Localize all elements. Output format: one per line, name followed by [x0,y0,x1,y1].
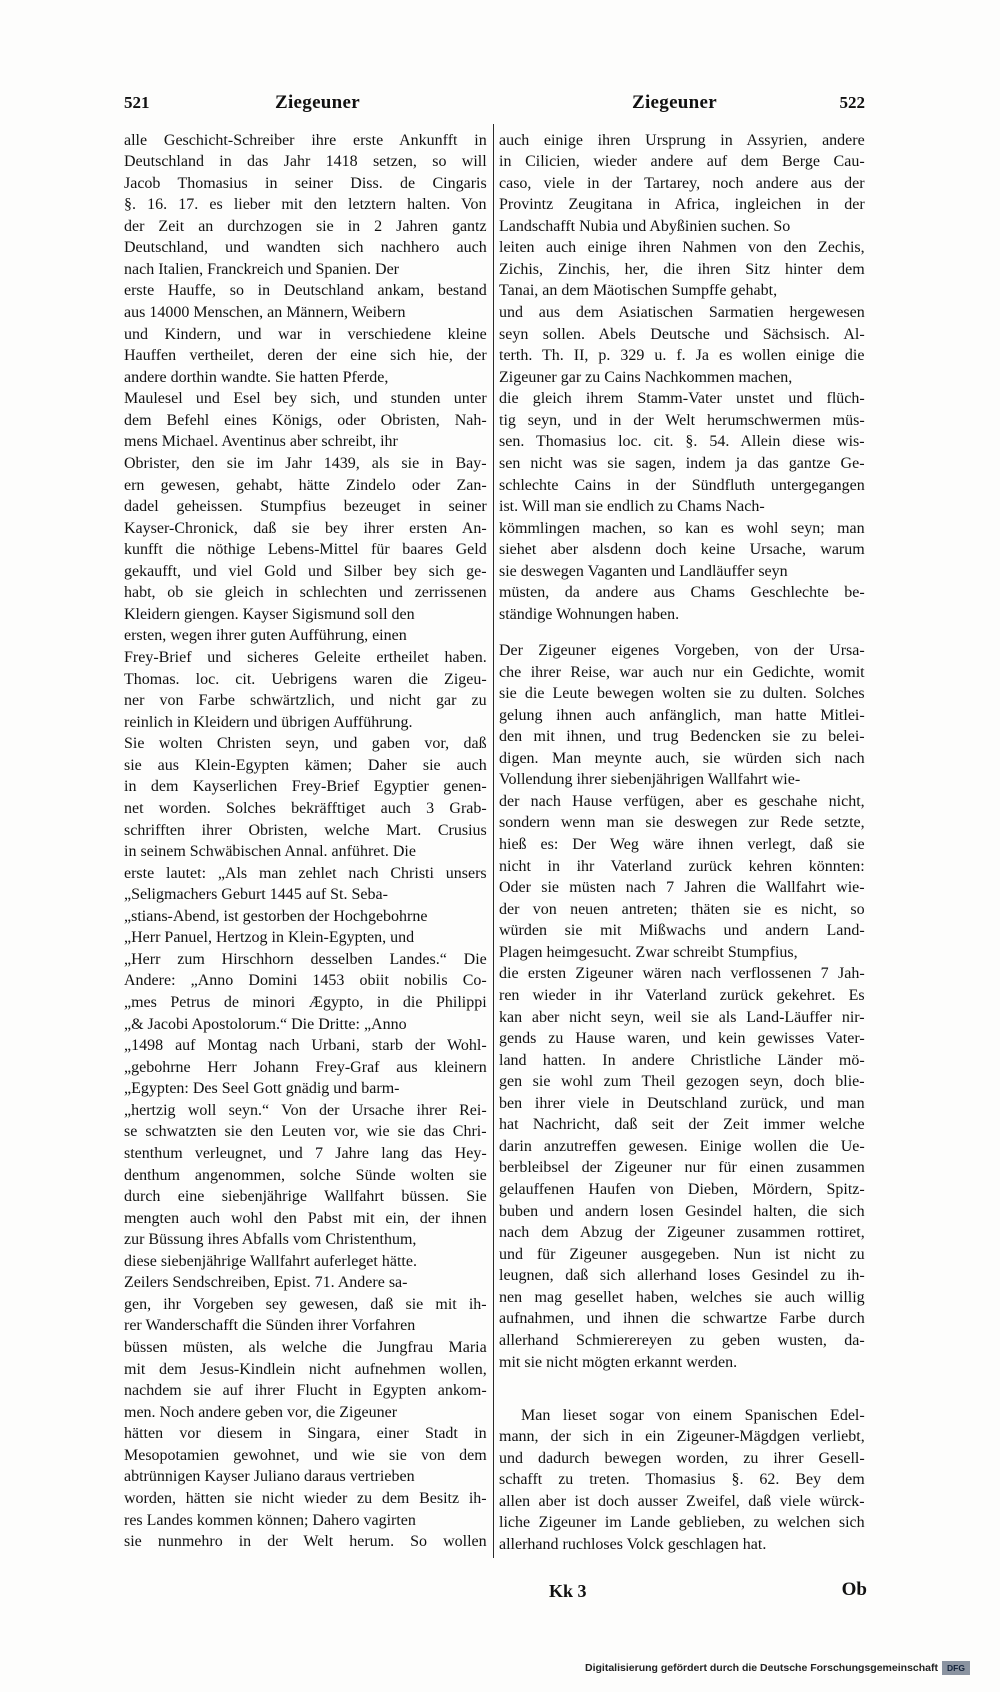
text-line-content: ständige Wohnungen haben. [499,605,680,623]
text-line [499,1201,865,1223]
text-line-content: Zichis, Zinchis, her, die ihren Sitz hinter dem [499,260,865,278]
text-line [124,453,487,475]
text-line [124,561,487,583]
text-line-content: der von neuen antreten; thäten sie es nicht, so [499,900,865,918]
text-line [499,1114,865,1136]
text-line-content: ern gewesen, gehabt, hätte Zindelo oder Zan- [124,476,487,494]
text-line-content: Andere: „Anno Domini 1453 obiit nobilis Co- [124,972,487,990]
text-line [124,712,487,734]
text-line [499,1330,865,1352]
text-line-content: hieß es: Der Weg wäre ihnen verlegt, daß sie [499,836,865,853]
text-line-content: kömmlingen machen, so kan es wohl seyn; man [499,519,865,537]
text-line [124,1078,487,1100]
text-line-content: nach Italien, Franckreich und Spanien. Der [124,260,400,278]
text-line-content: Man lieset sogar von einem Spanischen Edel- [521,1406,865,1424]
text-line [124,1100,487,1122]
text-line [124,1380,487,1402]
text-line-content: darin anzutreffen gewesen. Einige wollen die Ue- [499,1137,865,1155]
text-line-content: ner von Farbe schwärtzlich, und nicht gar zu [124,692,487,710]
text-line [499,582,865,604]
text-line [499,388,865,410]
text-line-content: andere dorthin wandte. Sie hatten Pferde, [124,368,389,386]
text-line [124,1251,487,1273]
text-line-content: büssen müsten, als welche die Jungfrau Maria [124,1339,487,1356]
text-line [124,841,487,863]
text-line-content: in dem Kayserlichen Frey-Brief Egyptier genen- [124,778,487,796]
text-line-content: „hertzig woll seyn.“ Von der Ursache ihrer Rei- [124,1101,487,1119]
text-line [124,970,487,992]
text-line [499,834,865,856]
text-line-content: „stians-Abend, ist gestorben der Hochgebohrne [124,907,428,925]
text-line-content: buben und andern losen Gesindel halten, die sich [499,1202,865,1220]
text-line-content: seyn sollen. Abels Deutsche und Sächsisch. Al- [499,325,865,343]
text-line-content: dadel geheissen. Stumpfius bezeuget in seiner [124,498,487,516]
text-line [124,690,487,712]
text-line [124,280,487,302]
text-line [499,561,865,583]
text-line [499,431,865,453]
text-line [124,863,487,885]
text-line [499,791,865,813]
text-line-content: mens Michael. Aventinus aber schreibt, ihr [124,433,398,451]
text-line-content: diese siebenjährige Wallfahrt auferleget hätte. [124,1252,417,1270]
text-line-content: nach dem Abzug der Zigeuner zusammen rottiret, [499,1224,865,1242]
text-line-content: denthum angenommen, solche Sünde wolten sie [124,1166,487,1184]
text-line [124,518,487,540]
text-line [499,1287,865,1309]
text-line-content: allen aber ist doch ausser Zweifel, daß viele würck- [499,1492,865,1510]
text-line [499,130,865,152]
text-line-content: ersten, wegen ihrer guten Aufführung, einen [124,627,407,645]
text-line-content: gekaufft, und viel Gold und Silber bey sich ge- [124,562,487,580]
text-line [499,705,865,727]
text-line [124,1014,487,1036]
text-line-content: Sie wolten Christen seyn, und gaben vor, daß [124,735,487,753]
text-line-content: „mes Petrus de minori Ægypto, in die Philippi [124,994,487,1011]
text-line-content: durch eine siebenjährige Wallfahrt büssen. Sie [124,1188,487,1206]
text-line [499,899,865,921]
text-line [499,259,865,281]
text-line [499,1534,865,1556]
text-line [124,1315,487,1337]
text-line [124,539,487,561]
text-line-content: hätten vor diesem in Singara, einer Stadt in [124,1425,487,1443]
text-line-content: Thomas. loc. cit. Uebrigens waren die Zigeu- [124,670,487,688]
text-line-content: schlechte Cains in der Sündfluth untergegangen [499,476,865,494]
text-line [499,1448,865,1470]
text-line-content: schrifften ihrer Obristen, welche Mart. Crusius [124,821,487,839]
text-line [124,431,487,453]
text-line-content: worden, hätten sie nicht wieder zu dem Besitz ih- [124,1489,487,1507]
text-line [124,1402,487,1424]
text-line-content: Provintz Zeugitana in Africa, ingleichen in der [499,196,865,214]
text-line [124,1531,487,1553]
text-line [124,496,487,518]
text-line [499,324,865,346]
text-line-content: Vollendung ihrer siebenjährigen Wallfahrt wie- [499,771,801,789]
text-line-content: gelauffenen Haufen von Dieben, Mördern, Spitz- [499,1181,865,1198]
text-line [499,475,865,497]
text-line [124,647,487,669]
text-line [499,1136,865,1158]
text-line [499,410,865,432]
text-line [124,1229,487,1251]
text-line-content: aus 14000 Menschen, an Männern, Weibern [124,304,406,321]
text-line [499,963,865,985]
text-line-content: §. 16. 17. es lieber mit den letztern halten. Von [124,196,487,214]
text-line [499,518,865,540]
text-line [499,539,865,561]
text-line [124,302,487,324]
text-line [124,173,487,195]
text-line-content: sie die Leute bewegen wolten sie zu dulten. Solches [499,685,865,703]
page-number-left: 521 [124,93,150,112]
text-line [499,216,865,238]
text-line-content: allerhand ruchloses Volck geschlagen hat. [499,1536,767,1554]
text-line-content: kan aber nicht seyn, weil sie als Land-Läuffer nir- [499,1008,865,1026]
text-line [124,151,487,173]
text-line [124,216,487,238]
text-line [499,1244,865,1266]
text-line-content: mit dem Jesus-Kindlein nicht aufnehmen wollen, [124,1360,487,1378]
text-line [499,683,865,705]
text-line-content: ben ihrer viele in Deutschland zurück, und man [499,1094,865,1112]
column-divider [493,124,494,1558]
text-line [499,769,865,791]
text-line-content: sen nicht was sie sagen, indem ja das gantze Ge- [499,454,865,472]
column-right [499,130,865,1556]
text-line-content: gends zu Hause waren, und kein gewisses Vater- [499,1030,865,1048]
text-line-content: caso, viele in der Tartarey, noch andere aus der [499,174,865,192]
paragraph [499,640,865,1373]
text-line [124,237,487,259]
text-line-content: der Zeit an durchzogen sie in 2 Jahren gantz [124,217,487,235]
text-line [124,992,487,1014]
text-line-content: Kleidern giengen. Kayser Sigismund soll den [124,605,415,623]
text-line [499,1265,865,1287]
text-line [499,1491,865,1513]
text-line [124,1035,487,1057]
text-line [124,1208,487,1230]
text-line-content: und aus dem Asiatischen Sarmatien hergewesen [499,304,865,321]
text-line [124,324,487,346]
text-line [124,733,487,755]
text-line [124,130,487,152]
text-line [124,625,487,647]
text-line [124,475,487,497]
credit-text: Digitalisierung gefördert durch die Deutsche Forschungsgemeinschaft [585,1661,938,1674]
text-line [124,194,487,216]
text-line-content: Zigeuner gar zu Cains Nachkommen machen, [499,368,793,386]
text-line-content: Jacob Thomasius in seiner Diss. de Cingaris [124,174,487,192]
text-line [499,662,865,684]
text-line [124,1121,487,1143]
text-line [499,1426,865,1448]
text-line-content: würden sie mit Mißwachs und andern Land- [499,922,865,940]
text-line-content: sie deswegen Vaganten und Landläuffer seyn [499,562,788,580]
column-left [124,130,487,1553]
text-line [499,640,865,662]
dfg-logo-icon: DFG [942,1661,970,1675]
text-line [499,1028,865,1050]
text-line [499,453,865,475]
text-line-content: „Herr Panuel, Hertzog in Klein-Egypten, und [124,929,415,947]
text-line [499,726,865,748]
text-line [124,1272,487,1294]
text-line-content: mann, der sich in ein Zigeuner-Mägdgen verliebt, [499,1428,865,1446]
text-line-content: Hauffen vertheilet, deren der eine sich hie, der [124,347,487,365]
text-line-content: gelung ihnen auch anfänglich, man hatte Mitlei- [499,706,865,724]
page-number-right: 522 [839,93,865,112]
text-line-content: nen mag gesellet haben, welches sie auch willig [499,1288,865,1306]
text-line-content: sondern wenn man sie deswegen zur Rede setzte, [499,814,865,832]
text-line [124,259,487,281]
text-line [499,1179,865,1201]
text-line-content: habt, ob sie gleich in schlechten und zerrissenen [124,584,487,602]
text-line [124,798,487,820]
text-line-content: „gebohrne Herr Johann Frey-Graf aus kleinern [124,1058,487,1076]
text-line [499,1050,865,1072]
text-line-content: Deutschland in das Jahr 1418 setzen, so will [124,153,487,171]
text-line-content: Maulesel und Esel bey sich, und stunden unter [124,390,487,408]
text-line-content: hat Nachricht, daß seit der Zeit immer welche [499,1116,865,1134]
text-line [499,151,865,173]
text-line [499,194,865,216]
text-line-content: sen. Thomasius loc. cit. §. 54. Allein diese wis- [499,433,865,451]
digitization-credit [585,1660,970,1675]
text-line-content: und für Zigeuner ausgegeben. Nun ist nicht zu [499,1245,865,1263]
text-line [124,1510,487,1532]
text-line [499,877,865,899]
text-line [124,1186,487,1208]
text-line [124,1445,487,1467]
text-line [499,496,865,518]
text-line [499,367,865,389]
text-line [124,345,487,367]
text-line-content: terth. Th. II, p. 329 u. f. Ja es wollen einige die [499,347,865,365]
text-line-content: zur Büssung ihres Abfalls vom Christenthum, [124,1231,417,1249]
text-line-content: der nach Hause verfügen, aber es geschahe nicht, [499,792,865,810]
text-line [499,280,865,302]
text-line-content: ren wieder in ihr Vaterland zurück gekehret. Es [499,986,865,1004]
text-line-content: gen sie wohl zum Theil gezogen seyn, doch blie- [499,1073,865,1091]
text-line [499,812,865,834]
text-line [499,1071,865,1093]
text-line-content: stenthum verleugnet, und 7 Jahre lang das Hey- [124,1144,487,1162]
text-line [124,1143,487,1165]
text-line [124,582,487,604]
text-line-content: schafft zu treten. Thomasius §. 62. Bey dem [499,1471,865,1489]
text-line-content: Landschafft Nubia und Abyßinien suchen. So [499,217,791,235]
text-line-content: „Seligmachers Geburt 1445 auf St. Seba- [124,886,388,904]
text-line-content: allerhand Schmierereyen zu geben wusten, da- [499,1331,865,1349]
text-line [499,1157,865,1179]
text-line-content: Obrister, den sie im Jahr 1439, als sie in Bay- [124,454,487,472]
text-line [124,755,487,777]
text-line-content: dem Befehl eines Königs, oder Obristen, Nah- [124,411,487,429]
text-line-content: Tanai, an dem Mäotischen Sumpffe gehabt, [499,282,778,300]
text-line-content: res Landes kommen können; Dahero vagirten [124,1511,416,1529]
text-line [499,1405,865,1427]
text-line-content: se schwatzten sie den Leuten vor, wie sie das Chri- [124,1123,487,1141]
text-line-content: die ersten Zigeuner wären nach verflossenen 7 Jah- [499,965,865,983]
text-line-content: Plagen heimgesucht. Zwar schreibt Stumpfius, [499,943,798,961]
text-line-content: tig seyn, und in der Welt herumschwermen müs- [499,411,865,429]
text-line [499,985,865,1007]
text-line-content: sie nunmehro in der Welt herum. So wollen [124,1533,487,1551]
text-line [499,1352,865,1374]
text-line-content: siehet aber alsdenn doch keine Ursache, warum [499,541,865,559]
text-line-content: liche Zigeuner im Lande geblieben, zu welchen sich [499,1514,865,1532]
text-line-content: leugnen, daß sich allerhand loses Gesindel zu ih- [499,1267,865,1285]
text-line-content: rer Wanderschafft die Sünden ihrer Vorfahren [124,1317,416,1335]
text-line [499,237,865,259]
text-line-content: Kayser-Chronick, daß sie bey ihrer ersten An- [124,519,487,537]
text-line [124,776,487,798]
text-line [499,1007,865,1029]
text-line [499,856,865,878]
text-line [124,906,487,928]
text-line [499,173,865,195]
text-line-content: die gleich ihrem Stamm-Vater unstet und flüch- [499,390,865,408]
paragraph [499,130,865,626]
text-line-content: Zeilers Sendschreiben, Epist. 71. Andere sa- [124,1274,408,1292]
text-line [124,1337,487,1359]
text-line [499,1093,865,1115]
text-line [499,1308,865,1330]
text-line-content: nachdem sie auf ihrer Flucht in Egypten ankom- [124,1382,487,1400]
text-line-content: ist. Will man sie endlich zu Chams Nach- [499,498,765,516]
text-line-content: leiten auch einige ihren Nahmen von den Zechis, [499,239,865,257]
text-line [499,604,865,626]
text-line-content: mit sie nicht mögten erkannt werden. [499,1353,738,1371]
text-line-content: erste Hauffe, so in Deutschland ankam, bestand [124,282,487,300]
text-line-content: Der Zigeuner eigenes Vorgeben, von der Ursa- [499,641,865,659]
text-line [499,1512,865,1534]
text-line [124,1488,487,1510]
text-line-content: Oder sie müsten nach 7 Jahren die Wallfahrt wie- [499,879,865,897]
text-line-content: nicht in ihr Vaterland zurück kehren könnten: [499,857,865,875]
text-line [124,1359,487,1381]
text-line [499,942,865,964]
text-line-content: net worden. Solches bekräfftiget auch 3 Grab- [124,799,487,817]
text-line-content: abtrünnigen Kayser Juliano daraus vertrieben [124,1468,415,1486]
text-line [499,302,865,324]
text-line-content: in seinem Schwäbischen Annal. anführet. Die [124,843,416,861]
text-line [499,1222,865,1244]
text-line-content: kunfft die nöthige Lebens-Mittel für baares Geld [124,541,487,559]
running-head-left: Ziegeuner [274,92,361,113]
text-line [124,604,487,626]
text-line-content: Deutschland, und wandten sich nachhero auch [124,239,487,257]
text-line-content: gen, ihr Vorgeben sey gewesen, daß sie mit ih- [124,1295,487,1313]
text-line [499,748,865,770]
text-line-content: land hatten. In andere Christliche Länder mö- [499,1051,865,1069]
signature-mark: Kk 3 [549,1581,587,1601]
text-line [124,884,487,906]
text-line [124,1466,487,1488]
text-line-content: erste lautet: „Als man zehlet nach Christi unsers [124,864,487,882]
text-line [499,920,865,942]
text-line-content: und dadurch bewegen worden, zu ihrer Gesell- [499,1449,865,1467]
text-line [124,388,487,410]
text-line [124,949,487,971]
running-head-right: Ziegeuner [631,92,718,113]
text-line-content: „Herr zum Hirschhorn desselben Landes.“ Die [124,950,487,968]
text-line-content: „1498 auf Montag nach Urbani, starb der Wohl- [124,1037,487,1055]
text-line-content: aufnahmen, und ihnen die schwartze Farbe durch [499,1310,865,1328]
text-line-content: reinlich in Kleidern und übrigen Aufführung. [124,713,413,731]
text-line [124,669,487,691]
text-line [124,410,487,432]
text-line-content: den mit ihnen, und trug Bedencken sie zu belei- [499,728,865,746]
text-line-content: sie aus Klein-Egypten kämen; Daher sie auch [124,756,487,774]
text-line [124,1057,487,1079]
text-line [124,1423,487,1445]
text-line [124,820,487,842]
text-line-content: men. Noch andere geben vor, die Zigeuner [124,1403,398,1421]
text-line-content: „& Jacobi Apostolorum.“ Die Dritte: „Anno [124,1015,407,1033]
text-line-content: che ihrer Reise, war auch nur ein Gedichte, womit [499,663,865,681]
text-line [124,367,487,389]
text-line-content: und Kindern, und war in verschiedene kleine [124,325,487,343]
catchword: Ob [841,1579,867,1600]
text-line-content: Frey-Brief und sicheres Geleite ertheilet haben. [124,649,487,666]
text-line [124,927,487,949]
text-line-content: „Egypten: Des Seel Gott gnädig und barm- [124,1080,400,1098]
text-line-content: auch einige ihren Ursprung in Assyrien, andere [499,131,865,149]
text-line-content: berbleibsel der Zigeuner nur für einen zusammen [499,1159,865,1177]
text-line-content: mengten auch wohl den Pabst mit ein, der ihnen [124,1209,487,1227]
text-line-content: in Cilicien, wieder andere auf dem Berge Cau- [499,153,865,171]
text-line [124,1165,487,1187]
text-line [124,1294,487,1316]
text-line-content: alle Geschicht-Schreiber ihre erste Ankunfft in [124,131,487,149]
text-line [499,1469,865,1491]
text-line-content: Mesopotamien gewohnet, und wie sie von dem [124,1446,487,1464]
text-line-content: müsten, da andere aus Chams Geschlechte be- [499,584,865,602]
text-line [499,345,865,367]
paragraph [499,1405,865,1556]
text-line-content: digen. Man meynte auch, sie würden sich nach [499,749,865,767]
